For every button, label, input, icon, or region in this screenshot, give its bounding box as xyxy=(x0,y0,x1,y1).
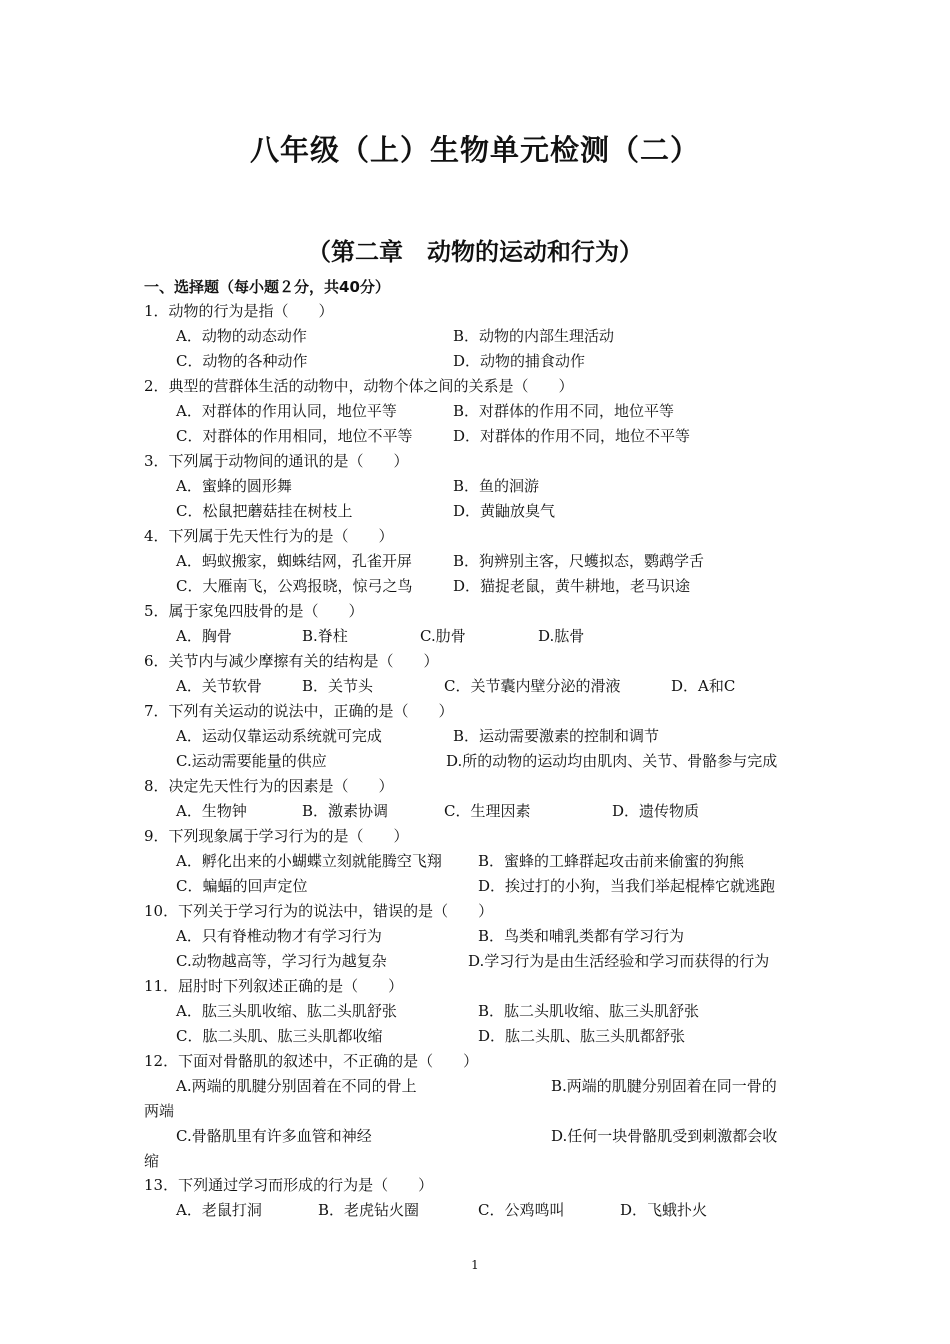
option-d: D．A和C xyxy=(671,677,736,695)
section-heading: 一、选择题（每小题２分，共40分） xyxy=(144,278,390,296)
page-subtitle: （第二章 动物的运动和行为） xyxy=(307,238,643,266)
option-a: A．生物钟 xyxy=(176,802,247,820)
question-stem: 4．下列属于先天性行为的是（ ） xyxy=(144,527,394,545)
option-d: D．挨过打的小狗，当我们举起棍棒它就逃跑 xyxy=(478,877,776,895)
option-a: A．肱三头肌收缩、肱二头肌舒张 xyxy=(176,1002,397,1020)
option-d: D.学习行为是由生活经验和学习而获得的行为 xyxy=(468,952,770,970)
question-stem: 3．下列属于动物间的通讯的是（ ） xyxy=(144,452,409,470)
option-c: C．肱二头肌、肱三头肌都收缩 xyxy=(176,1027,383,1045)
option-b: B．激素协调 xyxy=(302,802,389,820)
option-b: B．老虎钻火圈 xyxy=(318,1201,420,1219)
question-stem: 5．属于家兔四肢骨的是（ ） xyxy=(144,602,364,620)
question-stem: 7．下列有关运动的说法中，正确的是（ ） xyxy=(144,702,454,720)
question-stem: 11．屈肘时下列叙述正确的是（ ） xyxy=(144,977,404,995)
option-b: B．肱二头肌收缩、肱三头肌舒张 xyxy=(478,1002,700,1020)
option-c: C．大雁南飞，公鸡报晓，惊弓之鸟 xyxy=(176,577,413,595)
question-stem: 13．下列通过学习而形成的行为是（ ） xyxy=(144,1176,434,1194)
option-c: C.运动需要能量的供应 xyxy=(176,752,327,770)
option-b: B．鸟类和哺乳类都有学习行为 xyxy=(478,927,685,945)
option-d: D．猫捉老鼠，黄牛耕地，老马识途 xyxy=(453,577,691,595)
option-d: D．飞蛾扑火 xyxy=(620,1201,708,1219)
option-b: B．关节头 xyxy=(302,677,374,695)
option-b: B．蜜蜂的工蜂群起攻击前来偷蜜的狗熊 xyxy=(478,852,745,870)
question-stem: 10．下列关于学习行为的说法中，错误的是（ ） xyxy=(144,902,494,920)
option-d: D．动物的捕食动作 xyxy=(453,352,586,370)
option-d-continued: 缩 xyxy=(144,1152,160,1170)
option-c: C.动物越高等，学习行为越复杂 xyxy=(176,952,387,970)
option-d: D．对群体的作用不同，地位不平等 xyxy=(453,427,691,445)
option-d: D.任何一块骨骼肌受到刺激都会收 xyxy=(551,1127,778,1145)
page-title: 八年级（上）生物单元检测（二） xyxy=(249,133,700,167)
option-a: A．孵化出来的小蝴蝶立刻就能腾空飞翔 xyxy=(176,852,442,870)
question-stem: 1．动物的行为是指（ ） xyxy=(144,302,334,320)
option-a: A．动物的动态动作 xyxy=(176,327,307,345)
question-stem: 12．下面对骨骼肌的叙述中，不正确的是（ ） xyxy=(144,1052,479,1070)
option-c: C．生理因素 xyxy=(444,802,531,820)
option-b: B．运动需要激素的控制和调节 xyxy=(453,727,660,745)
option-c: C．蝙蝠的回声定位 xyxy=(176,877,308,895)
option-a: A．胸骨 xyxy=(176,627,232,645)
option-d: D．肱二头肌、肱三头肌都舒张 xyxy=(478,1027,686,1045)
option-c: C．关节囊内壁分泌的滑液 xyxy=(444,677,621,695)
option-c: C．松鼠把蘑菇挂在树枝上 xyxy=(176,502,353,520)
option-b-continued: 两端 xyxy=(144,1102,175,1120)
option-a: A．蜜蜂的圆形舞 xyxy=(176,477,292,495)
option-a: A．关节软骨 xyxy=(176,677,262,695)
option-a: A．对群体的作用认同，地位平等 xyxy=(176,402,397,420)
option-d: D．黄鼬放臭气 xyxy=(453,502,556,520)
option-c: C．对群体的作用相同，地位不平等 xyxy=(176,427,413,445)
question-stem: 8．决定先天性行为的因素是（ ） xyxy=(144,777,394,795)
option-b: B．鱼的洄游 xyxy=(453,477,540,495)
option-a: A．运动仅靠运动系统就可完成 xyxy=(176,727,382,745)
option-a: A.两端的肌腱分别固着在不同的骨上 xyxy=(176,1077,417,1095)
question-stem: 2．典型的营群体生活的动物中，动物个体之间的关系是（ ） xyxy=(144,377,574,395)
option-d: D．遗传物质 xyxy=(612,802,700,820)
option-b: B．狗辨别主客，尺蠖拟态，鹦鹉学舌 xyxy=(453,552,705,570)
question-stem: 6．关节内与减少摩擦有关的结构是（ ） xyxy=(144,652,439,670)
option-c: C．公鸡鸣叫 xyxy=(478,1201,565,1219)
option-c: C．动物的各种动作 xyxy=(176,352,308,370)
option-b: B.两端的肌腱分别固着在同一骨的 xyxy=(551,1077,777,1095)
option-d: D.所的动物的运动均由肌肉、关节、骨骼参与完成 xyxy=(446,752,778,770)
option-b: B．动物的内部生理活动 xyxy=(453,327,615,345)
page-number: 1 xyxy=(471,1258,479,1272)
option-a: A．老鼠打洞 xyxy=(176,1201,262,1219)
option-a: A．只有脊椎动物才有学习行为 xyxy=(176,927,382,945)
option-c: C.肋骨 xyxy=(420,627,466,645)
option-b: B．对群体的作用不同，地位平等 xyxy=(453,402,675,420)
option-c: C.骨骼肌里有许多血管和神经 xyxy=(176,1127,372,1145)
option-a: A．蚂蚁搬家，蜘蛛结网，孔雀开屏 xyxy=(176,552,412,570)
question-stem: 9．下列现象属于学习行为的是（ ） xyxy=(144,827,409,845)
option-d: D.肱骨 xyxy=(538,627,585,645)
option-b: B.脊柱 xyxy=(302,627,348,645)
